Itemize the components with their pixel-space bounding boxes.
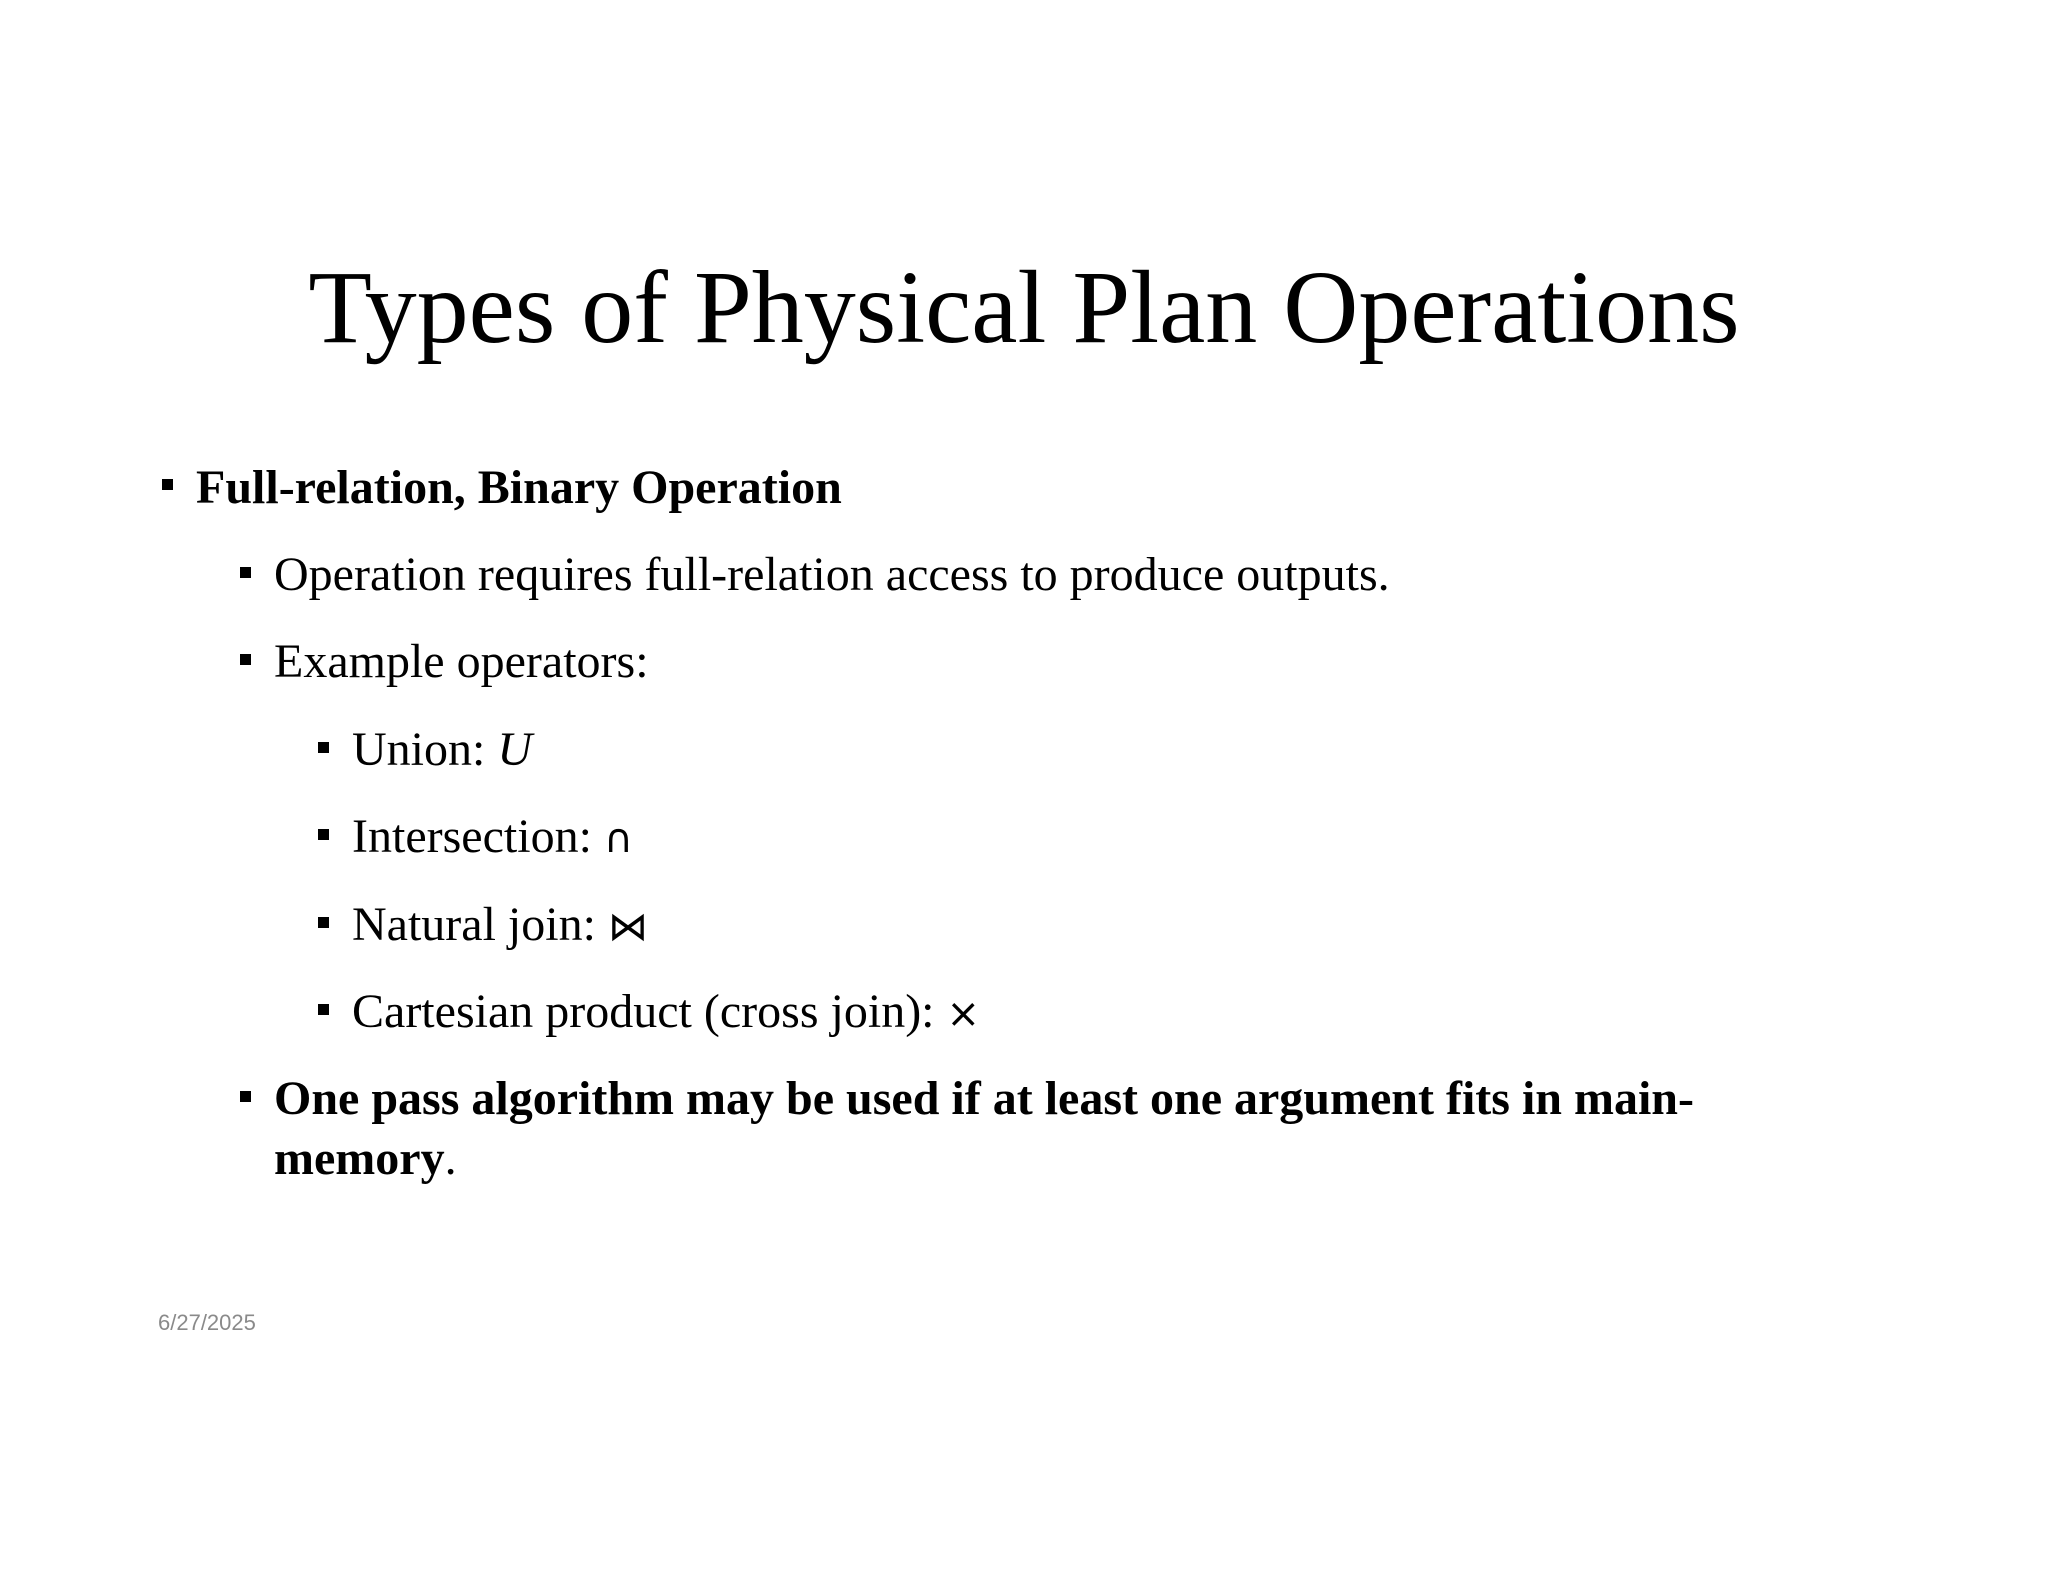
bullet-marker — [240, 567, 251, 578]
cartesian-product-symbol: × — [946, 991, 981, 1037]
operator-label: Union: — [352, 723, 498, 776]
bullet-marker — [318, 829, 329, 840]
operator-label: Cartesian product (cross join): — [352, 985, 947, 1038]
bullet-marker — [162, 479, 173, 490]
bullet-requirement: Operation requires full-relation access to produce outputs. — [274, 548, 1390, 601]
operator-label: Natural join: — [352, 898, 608, 951]
slide-title: Types of Physical Plan Operations — [308, 250, 1740, 365]
operator-intersection — [352, 809, 633, 867]
union-symbol: U — [497, 723, 533, 776]
operator-union — [352, 722, 532, 778]
bullet-example-operators: Example operators: — [274, 635, 649, 688]
operator-natural-join — [352, 897, 648, 955]
natural-join-symbol: ⋈ — [607, 904, 648, 950]
footer-date: 6/27/2025 — [158, 1310, 256, 1335]
operator-label: Intersection: — [352, 810, 604, 863]
bullet-full-relation-binary: Full-relation, Binary Operation — [196, 461, 842, 514]
bullet-marker — [318, 1004, 329, 1015]
one-pass-period: . — [444, 1132, 457, 1185]
intersection-symbol: ∩ — [603, 816, 634, 862]
bullet-marker — [240, 1091, 251, 1102]
bullet-marker — [318, 917, 329, 928]
bullet-one-pass-line2 — [274, 1131, 457, 1187]
one-pass-memory: memory — [274, 1132, 445, 1185]
bullet-marker — [240, 654, 251, 665]
bullet-marker — [318, 742, 329, 753]
operator-cartesian-product — [352, 984, 980, 1042]
bullet-one-pass-line1: One pass algorithm may be used if at least one argument fits in main- — [274, 1072, 1694, 1125]
